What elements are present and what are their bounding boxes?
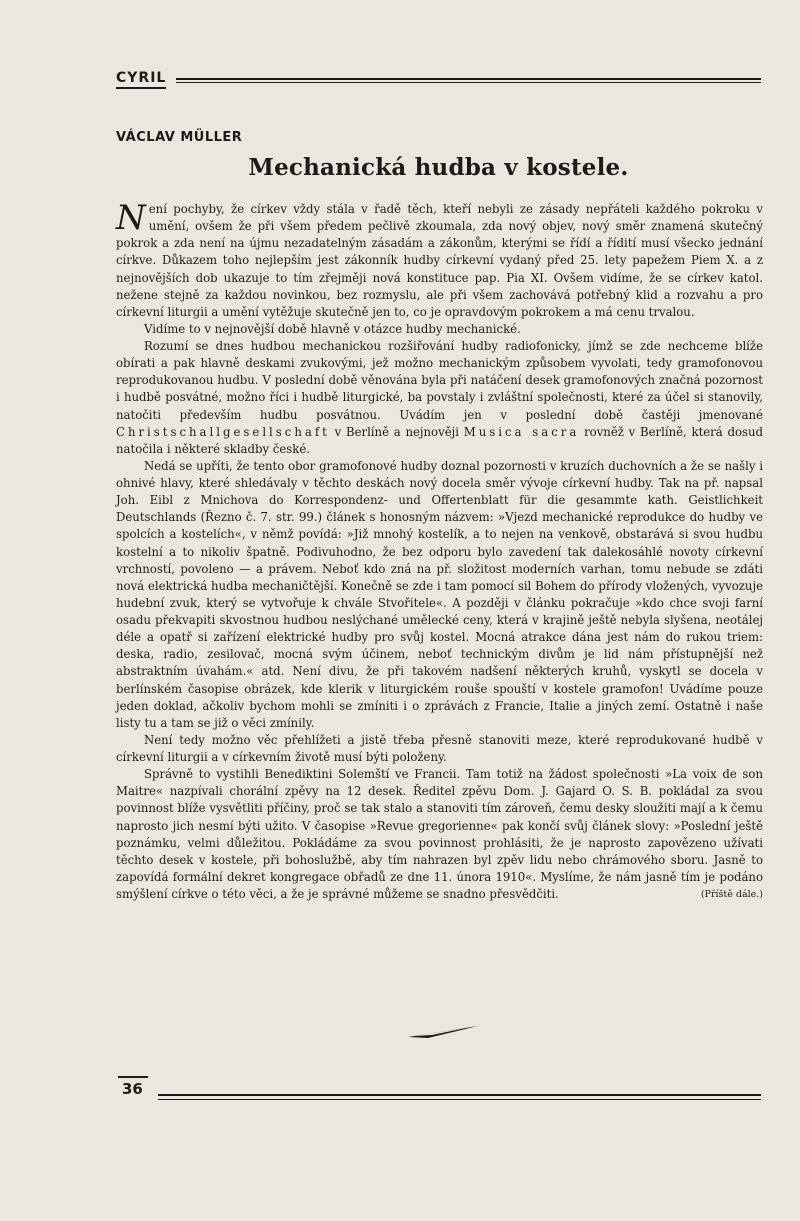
page-number: 36 (122, 1080, 143, 1098)
paragraph-5: Není tedy možno věc přehlížeti a jistě třeba přesně stanoviti meze, které reprodukované hudbě v církevní liturgii a v církevním životě musí býti položeny. (116, 732, 763, 764)
drop-cap: N (116, 198, 146, 238)
footer-number-bar (118, 1076, 148, 1078)
paragraph-3 (116, 338, 763, 458)
paragraph-1 (116, 198, 763, 321)
paragraph-6-text: Správně to vystihli Benediktini Solemští ve Francii. Tam totiž na žádost společnosti »La voix de son Maitre« nazpívali chorální zpěvy na 12 desek. Ředitel zpěvu Dom. J. Gajard O. S. B. pokládal za svou povinnost blíže vysvětliti příčiny, proč se tak stalo a stanoviti tím zároveň, čemu desky sloužiti mají a k čemu naprosto jich nesmí býti užito. V časopise »Revue gregorienne« pak končí svůj článek slovy: »Poslední ještě poznámku, velmi důležitou. Pokládáme za svou povinnost prohlásiti, že je naprosto zapovězeno užívati těchto desek v kostele, při bohoslužbě, aby tím nahrazen byl zpěv lidu nebo chrámového sboru. Jasně to zapovídá formální dekret kongregace obřadů ze dne 11. února 1910«. Myslíme, že nám jasně tím je podáno smýšlení církve o této věci, a že je správné můžeme se snadno přesvědčiti. (116, 767, 763, 901)
running-header (116, 70, 761, 90)
paragraph-4: Nedá se upříti, že tento obor gramofonové hudby doznal pozornosti v kruzích duchovních a že se našly i ohnivé hlavy, které shledávaly v těchto deskách nový docela směr vývoje církevní hudby. Tak na př. napsal Joh. Eibl z Mnichova do Korrespondenz- und Offertenblatt für die gesammte kath. Geistlichkeit Deutschlands (Řezno č. 7. str. 99.) článek s honosným názvem: »Vjezd mechanické reprodukce do hudby ve spolcích a kostelích«, v němž povídá: »Již mnohý kostelík, a to nejen na venkově, obstarává si svou hudbu kostelní a to nikoliv špatně. Podivuhodno, že bez odporu bylo zavedení tak dalekosáhlé novoty církevní vrchností, povoleno — a právem. Neboť kdo zná na př. složitost moderních varhan, tomu nebude se zdáti nová elektrická hudba mechaničtější. Konečně se zde i tam pomocí sil Bohem do přírody vložených, vyvozuje hudební zvuk, který se vytvořuje k chvále Stvořitele«. A později v článku pokračuje »kdo chce svoji farní osadu překvapiti skvostnou hudbou neslýchané umělecké ceny, která v krajině ještě nebyla slyšena, neotálej déle a opatř si zařízení elektrické hudby pro svůj kostel. Mocná atrakce dána jest nám do rukou triem: deska, radio, zesilovač, mocná svým účinem, neboť technickým divům je lid nám přístupnější než abstraktním úvahám.« atd. Není divu, že při takovém nadšení některých kruhů, vyskytl se docela v berlínském časopise obrázek, kde klerik v liturgickém rouše spouští v kostele gramofon! Uvádíme pouze jeden doklad, ačkoliv bychom mohli se zmíniti i o zprávách z Francie, Italie a jiných zemí. Ostatně i naše listy tu a tam se již o věci zmínily. (116, 458, 763, 730)
paragraph-1-text: ení pochyby, že církev vždy stála v řadě těch, kteří nebyli ze zásady nepřáteli každého pokroku v umění, ovšem že při všem předem pečlivě zkoumala, zda nový objev, nový směr znamená skutečný pokrok a zda není na újmu nezadatelným zásadám a zákonům, kterými se řídí a řídití musí všecko jednání církve. Důkazem toho nejlepším jest zákonník hudby církevní vydaný před 25. lety papežem Piem X. a z nejnovějších dob ukazuje to tím zřejměji nová konstituce pap. Pia XI. Ovšem vidíme, že se církev katol. nežene stejně za každou novinkou, bez rozmyslu, ale při všem zachovává potřebný klid a rozvahu a pro církevní liturgii a umění vytěžuje skutečně jen to, co je opravdovým pokrokem a má cenu trvalou. (116, 202, 763, 319)
footer-rule (158, 1094, 761, 1096)
paragraph-6 (116, 766, 763, 903)
paragraph-3-text-c: rovněž v Berlíně, která dosud natočila i některé skladby české. (116, 424, 764, 456)
header-rule-thin (176, 82, 761, 83)
running-head: CYRIL (116, 70, 166, 89)
company-name-1: Christschallgesellschaft (116, 424, 330, 439)
paragraph-3-text-b: v Berlíně a nejnověji (334, 424, 459, 439)
paragraph-2: Vidíme to v nejnovější době hlavně v otázce hudby mechanické. (144, 321, 521, 336)
article-body (116, 198, 764, 903)
ornament-divider-icon (408, 1025, 478, 1039)
article-title: Mechanická hudba v kostele. (248, 154, 629, 181)
footer-rule-thin (158, 1099, 761, 1100)
company-name-2: Musica sacra (463, 424, 580, 439)
author-name: VÁCLAV MÜLLER (116, 130, 243, 145)
header-rule (176, 78, 761, 80)
paragraph-3-text-a: Rozumí se dnes hudbou mechanickou rozšiřování hudby radiofonicky, jímž se zde nechceme blíže obírati a pak hlavně deskami zvukovými, jež možno mechanickým způsobem vyvolati, tedy gramofonovou reprodukovanou hudbu. V poslední době věnována byla při natáčení desek gramofonových značná pozornost i hudbě posvátné, možno říci i hudbě liturgické, ba povstaly i zvláštní společnosti, které za účel si stanovily, natočiti především hudbu posvátnou. Uvádím jen v poslední době častěji jmenované (116, 339, 763, 422)
continued-note: (Příště dále.) (700, 889, 763, 900)
